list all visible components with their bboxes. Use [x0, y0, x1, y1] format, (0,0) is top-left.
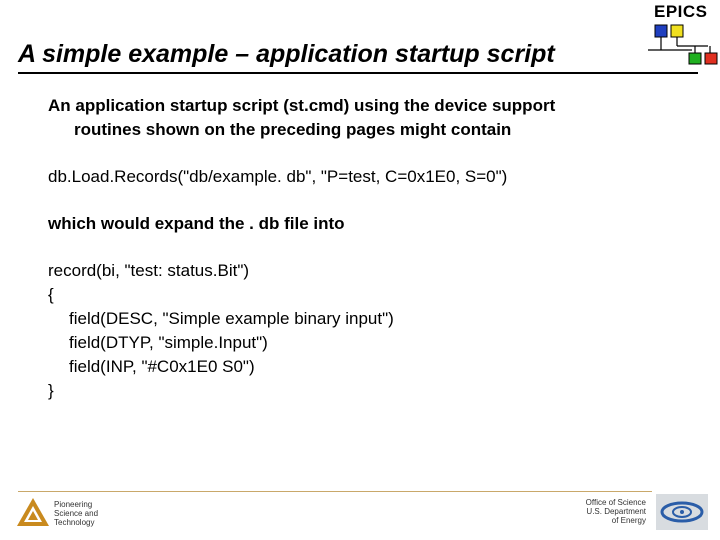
argonne-logo-icon [16, 497, 50, 527]
footer-tagline-line-3: Technology [54, 518, 95, 527]
footer-office-line-3: of Energy [611, 516, 646, 525]
slide-body [48, 94, 698, 403]
expand-text: which would expand the . db file into [48, 214, 345, 233]
page-title: A simple example – application startup script [18, 40, 555, 68]
footer-office-line-1: Office of Science [585, 498, 646, 507]
record-field-desc: field(DESC, "Simple example binary input") [69, 309, 394, 328]
doe-logo-icon [656, 494, 708, 530]
epics-logo [648, 0, 720, 72]
record-open-brace: { [48, 285, 54, 304]
footer-office [586, 498, 646, 525]
record-code-block [48, 259, 698, 403]
footer-divider [18, 491, 652, 492]
intro-line-1: An application startup script (st.cmd) using the device support [48, 96, 556, 115]
footer-tagline [54, 500, 98, 527]
record-field-inp: field(INP, "#C0x1E0 S0") [69, 357, 255, 376]
footer-office-line-2: U.S. Department [586, 507, 646, 516]
footer-tagline-line-2: Science and [54, 509, 99, 518]
record-declaration: record(bi, "test: status.Bit") [48, 261, 250, 280]
epics-logo-text: EPICS [654, 2, 708, 21]
record-field-dtyp: field(DTYP, "simple.Input") [69, 333, 268, 352]
footer-tagline-line-1: Pioneering [54, 500, 93, 509]
load-records-command: db.Load.Records("db/example. db", "P=test, C=0x1E0, S=0") [48, 167, 508, 186]
intro-line-2: routines shown on the preceding pages might contain [74, 120, 512, 139]
intro-paragraph [48, 94, 698, 142]
record-close-brace: } [48, 381, 54, 400]
title-divider [18, 72, 698, 74]
epics-network-icon [648, 22, 720, 68]
